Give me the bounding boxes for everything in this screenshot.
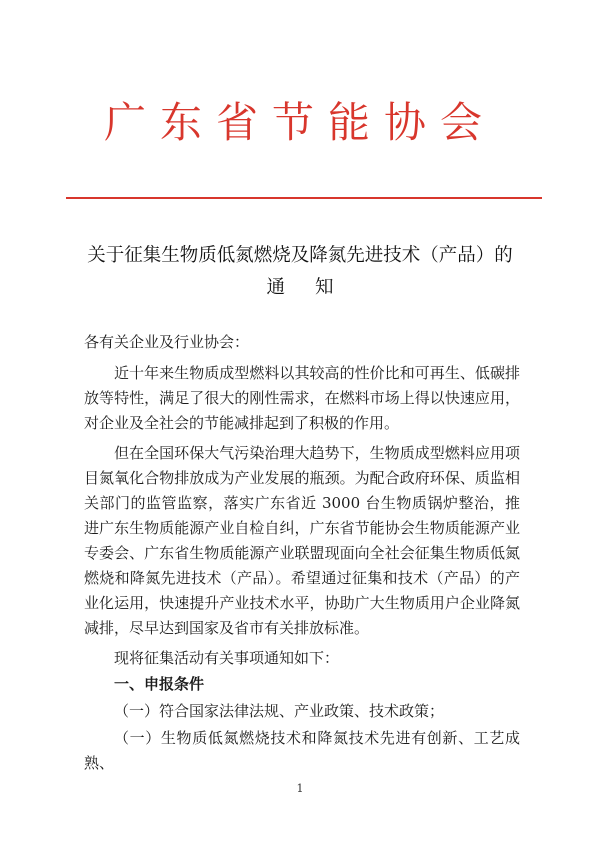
- list-item-1: （一）符合国家法律法规、产业政策、技术政策；: [114, 702, 445, 720]
- list-item-2: （一）生物质低氮燃烧技术和降氮技术先进有创新、工艺成熟、: [84, 729, 520, 772]
- paragraph-3: 现将征集活动有关事项通知如下：: [114, 649, 340, 667]
- page-number: 1: [296, 782, 304, 795]
- document-title: [0, 240, 600, 304]
- paragraph-1: 近十年来生物质成型燃料以其较高的性价比和可再生、低碳排放等特性，满足了很大的刚性需求，在燃料市场上得以快速应用，对企业及全社会的节能减排起到了积极的作用。: [84, 364, 520, 432]
- document-body: [84, 330, 520, 776]
- title-line-2: 通知: [266, 277, 364, 298]
- paragraph-2: 但在全国环保大气污染治理大趋势下，生物质成型燃料应用项目氮氧化合物排放成为产业发展的瓶颈。为配合政府环保、质监相关部门的监管监察，落实广东省近 3000 台生物质锅炉整治，推进广东生物质能源产业自检自纠，广东省节能协会生物质能源产业专委会、广东省生物质能源产业联盟现面向全社会征集生物质低氮燃烧和降氮先进技术（产品）。希望通过征集和技术（产品）的产业化运用，快速提升产业技术水平，协助广大生物质用户企业降氮减排，尽早达到国家及省市有关排放标准。: [84, 444, 520, 637]
- title-line-1: 关于征集生物质低氮燃烧及降氮先进技术（产品）的: [87, 245, 513, 266]
- organization-letterhead: 广东省节能协会: [103, 98, 496, 147]
- letterhead-divider: [66, 197, 542, 199]
- salutation: 各有关企业及行业协会：: [84, 333, 250, 351]
- section-heading: 一、申报条件: [114, 675, 205, 693]
